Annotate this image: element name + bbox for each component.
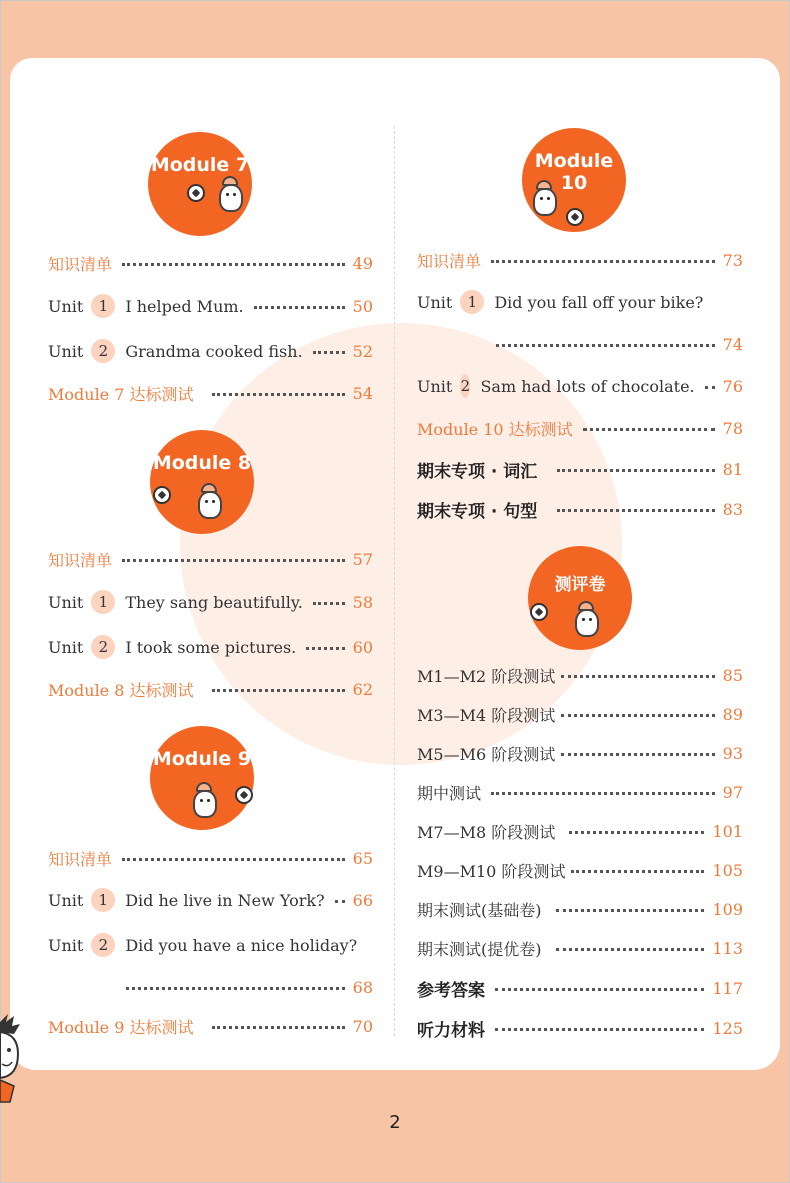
unit-word: Unit — [48, 592, 84, 612]
toc-row-label: 期末测试(基础卷) — [417, 900, 542, 920]
cartoon-kid-icon — [0, 1010, 24, 1105]
toc-row-unit[interactable] — [48, 293, 373, 319]
unit-number-badge: 2 — [91, 635, 115, 659]
toc-row-module-test[interactable] — [417, 415, 743, 441]
unit-title: Grandma cooked fish. — [125, 341, 303, 361]
toc-sheet — [10, 58, 780, 1070]
column-divider — [394, 126, 395, 1036]
toc-row-module-test[interactable] — [48, 380, 373, 406]
toc-row-test[interactable] — [417, 896, 743, 922]
leader-dots — [556, 909, 705, 912]
leader-dots — [306, 647, 344, 650]
soccer-ball-icon — [153, 486, 171, 504]
toc-row-label: M7—M8 阶段测试 — [417, 822, 556, 842]
toc-row-final-vocab[interactable] — [417, 456, 743, 482]
toc-row-test[interactable] — [417, 701, 743, 727]
toc-row-unit[interactable] — [48, 932, 373, 958]
soccer-ball-icon — [235, 786, 253, 804]
toc-page-number: 66 — [352, 890, 373, 910]
unit-number-badge: 1 — [460, 290, 484, 314]
leader-dots — [212, 1026, 345, 1029]
toc-page-number: 101 — [712, 821, 743, 841]
toc-page-number: 52 — [352, 341, 373, 361]
toc-row-unit[interactable] — [417, 373, 743, 399]
dinosaur-mascot-icon — [190, 782, 220, 820]
toc-row-label: 期中测试 — [417, 783, 482, 803]
unit-number-badge: 1 — [91, 590, 115, 614]
leader-dots — [491, 792, 715, 795]
unit-title: Did you fall off your bike? — [494, 292, 704, 312]
toc-row-label: 听力材料 — [417, 1020, 485, 1041]
unit-title: Sam had lots of chocolate. — [480, 376, 695, 396]
module-7-title: Module 7 — [150, 154, 250, 176]
toc-row-knowledge-list[interactable] — [417, 247, 743, 273]
leader-dots — [496, 344, 715, 347]
toc-page-number: 105 — [712, 860, 743, 880]
leader-dots — [254, 306, 345, 309]
leader-dots — [583, 428, 715, 431]
unit-title: I took some pictures. — [125, 637, 297, 657]
toc-row-test[interactable] — [417, 662, 743, 688]
toc-row-label: Module 8 达标测试 — [48, 680, 194, 700]
toc-page-number: 125 — [712, 1018, 743, 1038]
toc-page-number: 60 — [352, 637, 373, 657]
unit-word: Unit — [417, 292, 453, 312]
toc-page-number: 89 — [722, 704, 743, 724]
toc-page-number: 57 — [352, 549, 373, 569]
leader-dots — [561, 714, 714, 717]
toc-row-label: 期末测试(提优卷) — [417, 939, 542, 959]
toc-row-test[interactable] — [417, 740, 743, 766]
leader-dots — [122, 559, 345, 562]
unit-title: I helped Mum. — [125, 296, 244, 316]
toc-row-label: Module 9 达标测试 — [48, 1017, 194, 1037]
leader-dots — [313, 602, 345, 605]
unit-word: Unit — [48, 935, 84, 955]
toc-page-number: 93 — [722, 743, 743, 763]
unit-word: Unit — [48, 890, 84, 910]
toc-page-number: 78 — [722, 418, 743, 438]
toc-page-number: 50 — [352, 296, 373, 316]
page-number: 2 — [389, 1112, 401, 1133]
toc-row-module-test[interactable] — [48, 676, 373, 702]
toc-page-number: 73 — [722, 250, 743, 270]
module-9-title: Module 9 — [152, 748, 252, 770]
toc-row-label: 知识清单 — [48, 849, 113, 869]
toc-row-continuation[interactable] — [488, 331, 743, 357]
soccer-ball-icon — [187, 184, 205, 202]
toc-page-number: 97 — [722, 782, 743, 802]
unit-word: Unit — [48, 637, 84, 657]
toc-row-answers[interactable] — [417, 975, 743, 1001]
toc-row-label: 知识清单 — [48, 550, 113, 570]
unit-number-badge: 1 — [91, 294, 115, 318]
unit-number-badge: 2 — [91, 339, 115, 363]
toc-page-number: 58 — [352, 592, 373, 612]
leader-dots — [561, 753, 714, 756]
dinosaur-mascot-icon — [195, 483, 225, 521]
toc-page-number: 65 — [352, 848, 373, 868]
toc-row-label: 知识清单 — [417, 251, 482, 271]
unit-title: Did you have a nice holiday? — [125, 935, 358, 955]
toc-row-test[interactable] — [417, 779, 743, 805]
toc-row-continuation[interactable] — [118, 974, 373, 1000]
soccer-ball-icon — [530, 603, 548, 621]
tests-title: 测评卷 — [554, 575, 606, 595]
toc-row-label: Module 10 达标测试 — [417, 419, 573, 439]
unit-word: Unit — [48, 296, 84, 316]
toc-page-number: 83 — [722, 499, 743, 519]
toc-page-number: 113 — [712, 938, 743, 958]
unit-number-badge: 2 — [91, 933, 115, 957]
toc-row-label: M3—M4 阶段测试 — [417, 705, 556, 725]
toc-row-label: M5—M6 阶段测试 — [417, 744, 556, 764]
toc-row-final-sentence[interactable] — [417, 496, 743, 522]
dinosaur-mascot-icon — [216, 176, 246, 214]
leader-dots — [571, 870, 704, 873]
leader-dots — [561, 675, 714, 678]
toc-row-test[interactable] — [417, 857, 743, 883]
leader-dots — [495, 988, 704, 991]
leader-dots — [705, 386, 715, 389]
toc-page-number: 81 — [722, 459, 743, 479]
leader-dots — [557, 509, 714, 512]
unit-number-badge: 1 — [91, 888, 115, 912]
toc-row-knowledge-list[interactable] — [48, 250, 373, 276]
leader-dots — [491, 260, 715, 263]
toc-row-unit[interactable] — [48, 887, 373, 913]
soccer-ball-icon — [566, 208, 584, 226]
toc-row-test[interactable] — [417, 935, 743, 961]
unit-number-badge: 2 — [460, 374, 470, 398]
leader-dots — [557, 469, 714, 472]
toc-page-number: 70 — [352, 1016, 373, 1036]
toc-row-unit[interactable] — [48, 634, 373, 660]
toc-page-number: 109 — [712, 899, 743, 919]
module-8-title: Module 8 — [152, 452, 252, 474]
unit-word: Unit — [48, 341, 84, 361]
toc-page-number: 117 — [712, 978, 743, 998]
toc-row-unit[interactable] — [48, 589, 373, 615]
leader-dots — [122, 858, 345, 861]
toc-row-label: M9—M10 阶段测试 — [417, 861, 566, 881]
toc-row-label: 知识清单 — [48, 254, 113, 274]
toc-page-number: 85 — [722, 665, 743, 685]
toc-page-number: 49 — [352, 253, 373, 273]
toc-page-number: 76 — [722, 376, 743, 396]
leader-dots — [495, 1028, 704, 1031]
toc-row-unit[interactable] — [48, 338, 373, 364]
toc-row-knowledge-list[interactable] — [48, 845, 373, 871]
toc-row-label: M1—M2 阶段测试 — [417, 666, 556, 686]
unit-title: They sang beautifully. — [125, 592, 303, 612]
toc-row-label: 期末专项 · 句型 — [417, 501, 538, 522]
toc-page-number: 62 — [352, 679, 373, 699]
leader-dots — [569, 831, 704, 834]
toc-row-label: 参考答案 — [417, 980, 485, 1001]
leader-dots — [335, 900, 345, 903]
leader-dots — [556, 948, 705, 951]
module-10-title: Module 10 — [534, 150, 614, 194]
unit-title: Did he live in New York? — [125, 890, 325, 910]
toc-row-knowledge-list[interactable] — [48, 546, 373, 572]
leader-dots — [313, 351, 345, 354]
toc-page-number: 74 — [722, 334, 743, 354]
leader-dots — [212, 393, 345, 396]
toc-row-listening[interactable] — [417, 1015, 743, 1041]
dinosaur-mascot-icon — [572, 601, 602, 639]
toc-row-module-test[interactable] — [48, 1013, 373, 1039]
toc-page-number: 68 — [352, 977, 373, 997]
unit-word: Unit — [417, 376, 453, 396]
leader-dots — [212, 689, 345, 692]
toc-page-number: 54 — [352, 383, 373, 403]
dinosaur-mascot-icon — [530, 180, 560, 218]
leader-dots — [122, 263, 345, 266]
toc-row-unit[interactable] — [417, 289, 743, 315]
toc-row-label: Module 7 达标测试 — [48, 384, 194, 404]
toc-row-test[interactable] — [417, 818, 743, 844]
leader-dots — [126, 987, 345, 990]
toc-row-label: 期末专项 · 词汇 — [417, 461, 538, 482]
